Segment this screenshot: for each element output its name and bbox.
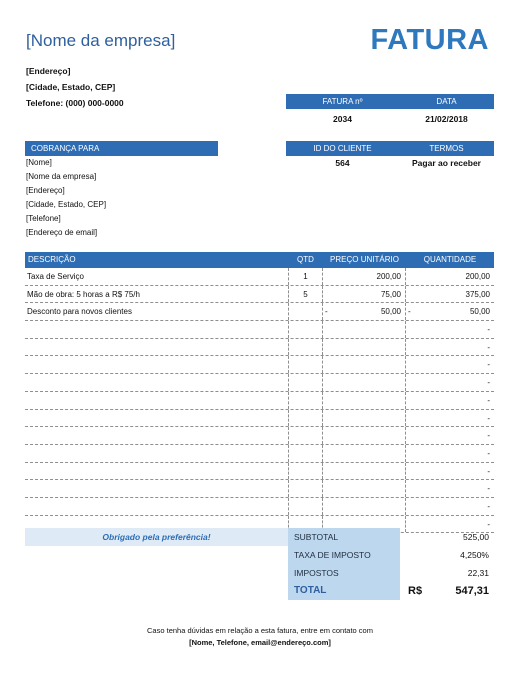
terms-label: TERMOS	[399, 141, 494, 156]
item-unit-price-cell	[323, 374, 406, 391]
item-amount-cell	[406, 321, 494, 338]
item-description	[25, 339, 288, 356]
item-unit-price-cell	[323, 356, 406, 373]
table-row	[25, 356, 494, 374]
item-qty	[288, 410, 323, 427]
item-amount-cell	[406, 303, 494, 320]
table-row	[25, 392, 494, 410]
taxes-value: 22,31	[467, 568, 489, 578]
item-amount: -	[487, 342, 490, 352]
subtotal-row	[288, 528, 494, 546]
item-description: Mão de obra: 5 horas a R$ 75/h	[27, 289, 140, 299]
item-description	[25, 480, 288, 497]
table-row	[25, 374, 494, 392]
table-row	[25, 463, 494, 481]
bill-to-phone: [Telefone]	[26, 214, 61, 223]
thank-you-message: Obrigado pela preferência!	[25, 528, 288, 546]
item-unit-price-cell	[323, 480, 406, 497]
item-amount: -	[487, 466, 490, 476]
item-unit-price-cell	[323, 445, 406, 462]
item-unit-price-cell	[323, 303, 406, 320]
invoice-number-label: FATURA nº	[286, 94, 399, 109]
item-amount: 50,00	[469, 307, 490, 317]
item-description	[25, 410, 288, 427]
item-qty	[288, 480, 323, 497]
item-amount: -	[487, 519, 490, 529]
company-phone: Telefone: (000) 000-0000	[26, 98, 124, 108]
totals-block	[288, 528, 494, 600]
item-unit-price: 50,00	[380, 307, 401, 317]
invoice-date: 21/02/2018	[425, 114, 468, 124]
subtotal-label: SUBTOTAL	[288, 528, 400, 546]
items-table-body	[25, 268, 494, 533]
item-unit-price-sign: -	[325, 307, 328, 317]
total-currency: R$	[408, 585, 423, 597]
total-row	[288, 582, 494, 600]
item-qty: 1	[288, 268, 323, 285]
item-description: Taxa de Serviço	[27, 272, 84, 281]
table-row	[25, 303, 494, 321]
item-description: Desconto para novos clientes	[27, 307, 132, 317]
item-amount: 375,00	[465, 289, 490, 299]
item-description	[25, 374, 288, 391]
bill-to-label: COBRANÇA PARA	[25, 141, 218, 156]
item-amount: -	[487, 395, 490, 405]
item-amount: -	[487, 325, 490, 335]
item-qty	[288, 463, 323, 480]
tax-rate-value: 4,250%	[460, 550, 489, 560]
item-unit-price-cell	[323, 339, 406, 356]
item-unit-price-cell	[323, 463, 406, 480]
item-description	[25, 321, 288, 338]
item-amount: -	[487, 501, 490, 511]
item-description	[25, 463, 288, 480]
item-unit-price-cell	[323, 321, 406, 338]
tax-rate-label: TAXA DE IMPOSTO	[288, 546, 400, 564]
table-row	[25, 480, 494, 498]
item-unit-price-cell	[323, 268, 406, 285]
item-unit-price-cell	[323, 410, 406, 427]
bill-to-company: [Nome da empresa]	[26, 172, 97, 181]
taxes-row	[288, 564, 494, 582]
column-header-description: DESCRIÇÃO	[28, 255, 76, 264]
item-amount: 200,00	[465, 272, 490, 281]
item-amount-sign: -	[408, 307, 411, 317]
item-qty	[288, 498, 323, 515]
item-description	[25, 392, 288, 409]
column-header-qty: QTD	[297, 255, 314, 264]
item-qty	[288, 445, 323, 462]
item-qty	[288, 321, 323, 338]
item-description	[25, 445, 288, 462]
item-qty	[288, 427, 323, 444]
table-row	[25, 427, 494, 445]
item-amount: -	[487, 431, 490, 441]
payment-terms: Pagar ao receber	[412, 158, 481, 168]
column-header-unit-price: PREÇO UNITÁRIO	[330, 255, 399, 264]
item-unit-price-cell	[323, 498, 406, 515]
table-row	[25, 268, 494, 286]
items-table	[25, 252, 494, 533]
column-header-amount: QUANTIDADE	[423, 255, 477, 264]
item-unit-price: 200,00	[376, 272, 401, 281]
company-city-state-zip: [Cidade, Estado, CEP]	[26, 82, 116, 92]
item-amount-cell	[406, 339, 494, 356]
total-value-cell	[400, 582, 494, 600]
item-unit-price-cell	[323, 427, 406, 444]
item-amount-cell	[406, 286, 494, 303]
company-name: [Nome da empresa]	[26, 31, 176, 50]
subtotal-value: 525,00	[463, 532, 489, 542]
invoice-number: 2034	[333, 114, 352, 124]
item-description	[25, 356, 288, 373]
bill-to-address: [Endereço]	[26, 186, 65, 195]
table-row	[25, 286, 494, 304]
item-qty	[288, 392, 323, 409]
item-amount: -	[487, 378, 490, 388]
item-amount-cell	[406, 268, 494, 285]
item-qty	[288, 374, 323, 391]
total-value: 547,31	[455, 585, 489, 597]
taxes-label: IMPOSTOS	[288, 564, 400, 582]
table-row	[25, 498, 494, 516]
item-amount-cell	[406, 410, 494, 427]
items-table-header	[25, 252, 494, 268]
item-unit-price-cell	[323, 286, 406, 303]
item-amount-cell	[406, 356, 494, 373]
item-amount: -	[487, 413, 490, 423]
bill-to-city-state-zip: [Cidade, Estado, CEP]	[26, 200, 107, 209]
footer-contact-text: Caso tenha dúvidas em relação a esta fatura, entre em contato com	[147, 626, 373, 635]
date-label: DATA	[399, 94, 494, 109]
footer-contact-info: [Nome, Telefone, email@endereço.com]	[189, 638, 331, 647]
item-qty: 5	[288, 286, 323, 303]
item-amount-cell	[406, 480, 494, 497]
tax-rate-row	[288, 546, 494, 564]
item-unit-price: 75,00	[380, 289, 401, 299]
item-amount-cell	[406, 374, 494, 391]
bill-to-email: [Endereço de email]	[26, 228, 98, 237]
total-label: TOTAL	[288, 582, 400, 600]
customer-id: 564	[335, 158, 350, 168]
item-description	[25, 427, 288, 444]
table-row	[25, 339, 494, 357]
item-amount: -	[487, 448, 490, 458]
item-amount-cell	[406, 463, 494, 480]
table-row	[25, 445, 494, 463]
item-amount-cell	[406, 498, 494, 515]
item-amount-cell	[406, 445, 494, 462]
document-title: FATURA	[370, 24, 489, 56]
item-qty	[288, 339, 323, 356]
bill-to-name: [Nome]	[26, 158, 52, 167]
item-qty	[288, 356, 323, 373]
table-row	[25, 410, 494, 428]
customer-id-label: ID DO CLIENTE	[286, 141, 399, 156]
company-address: [Endereço]	[26, 66, 71, 76]
item-qty	[288, 303, 323, 320]
item-amount-cell	[406, 392, 494, 409]
item-unit-price-cell	[323, 392, 406, 409]
item-description	[25, 498, 288, 515]
table-row	[25, 321, 494, 339]
item-amount: -	[487, 484, 490, 494]
item-amount: -	[487, 360, 490, 370]
item-amount-cell	[406, 427, 494, 444]
